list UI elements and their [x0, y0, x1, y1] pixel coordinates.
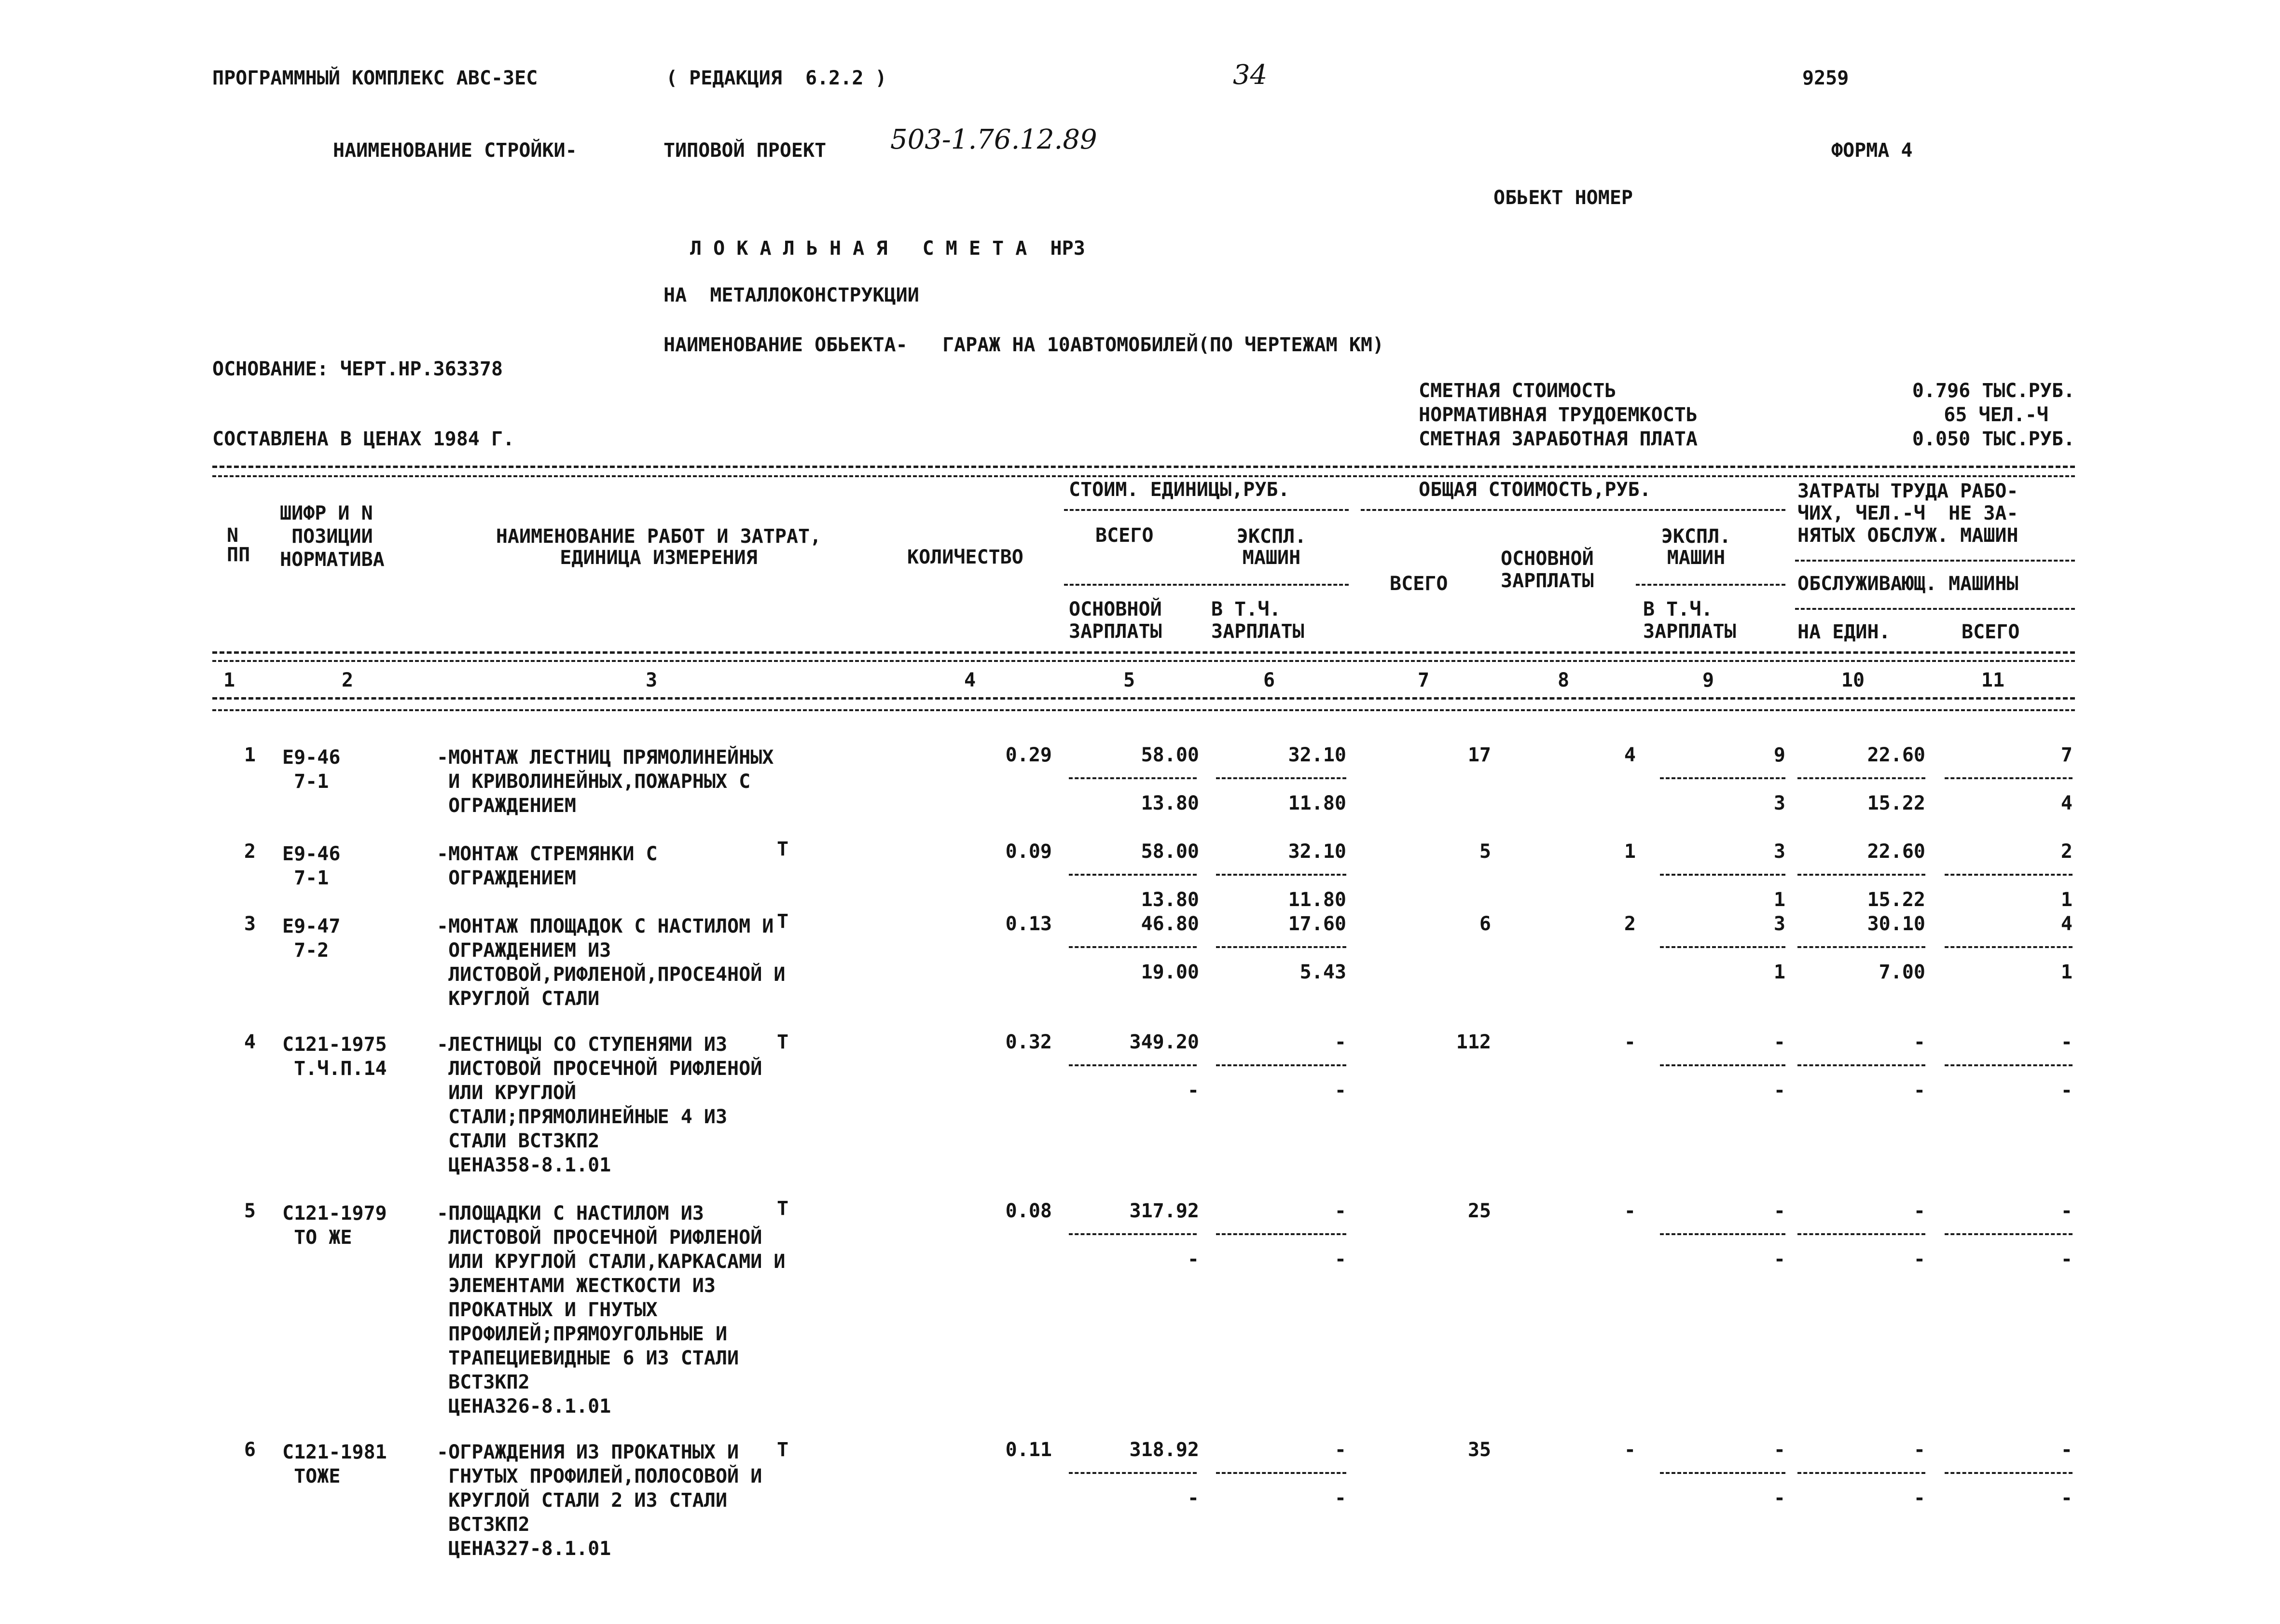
- program-name: ПРОГРАММНЫЙ КОМПЛЕКС АВС-3ЕС: [212, 67, 538, 89]
- machine-labor-per-unit: 15.22: [1867, 889, 1925, 911]
- unit-cost-machines: 32.10: [1288, 744, 1346, 766]
- work-name: -ПЛОЩАДКИ С НАСТИЛОМ ИЗ ЛИСТОВОЙ ПРОСЕЧНОЙ РИФЛЕНОЙ ИЛИ КРУГЛОЙ СТАЛИ,КАРКАСАМИ И ЭЛЕМЕНТАМИ ЖЕСТКОСТИ ИЗ ПРОКАТНЫХ И ГНУТЫХ ПРОФИЛЕЙ;ПРЯМОУГОЛЬНЫЕ И ТРАПЕЦИЕВИДНЫЕ 6 ИЗ СТАЛИ ВСТ3КП2 ЦЕНА326-8.1.01: [437, 1202, 786, 1418]
- column-number: 3: [645, 669, 658, 691]
- column-number-rule: [212, 709, 2075, 711]
- value-separator: [1069, 777, 1197, 779]
- labor-total: -: [2060, 1031, 2073, 1053]
- row-number: 6: [244, 1439, 256, 1461]
- labor-total: -: [2060, 1200, 2073, 1222]
- col-5b-header: ОСНОВНОЙ ЗАРПЛАТЫ: [1069, 598, 1162, 643]
- value-separator: [1797, 1233, 1925, 1235]
- total-wages: 1: [1624, 840, 1636, 863]
- unit-mark: Т: [777, 1439, 789, 1461]
- object-name: НАИМЕНОВАНИЕ ОБЬЕКТА- ГАРАЖ НА 10АВТОМОБИЛЕЙ(ПО ЧЕРТЕЖАМ КМ): [663, 334, 1384, 356]
- total-machine-wages: 3: [1773, 792, 1785, 814]
- col-6a-header: ЭКСПЛ. МАШИН: [1236, 525, 1307, 569]
- total-cost-group-header: ОБЩАЯ СТОИМОСТЬ,РУБ.: [1419, 479, 1651, 501]
- unit-cost-wages: -: [1187, 1248, 1199, 1270]
- value-separator: [1797, 946, 1925, 948]
- col-7-header: ВСЕГО: [1390, 573, 1448, 595]
- value-separator: [1660, 946, 1785, 948]
- header-rule: [1361, 509, 1785, 511]
- value-separator: [1216, 874, 1346, 876]
- value-separator: [1945, 874, 2073, 876]
- norm-code: Е9-46 7-1: [282, 843, 341, 889]
- unit-cost-machine-wages: 5.43: [1299, 961, 1346, 983]
- total-wages: -: [1624, 1439, 1636, 1461]
- price-basis: СОСТАВЛЕНА В ЦЕНАХ 1984 Г.: [212, 428, 515, 450]
- column-number: 11: [1981, 669, 2005, 691]
- norm-code: С121-1975 Т.Ч.П.14: [282, 1033, 387, 1080]
- work-name: -МОНТАЖ СТРЕМЯНКИ С ОГРАЖДЕНИЕМ: [437, 843, 658, 889]
- summary-value: 65 ЧЕЛ.-Ч: [1944, 404, 2048, 426]
- labor-total: 4: [2060, 913, 2073, 935]
- work-name: -МОНТАЖ ПЛОЩАДОК С НАСТИЛОМ И ОГРАЖДЕНИЕМ ИЗ ЛИСТОВОЙ,РИФЛЕНОЙ,ПРОСЕ4НОЙ И КРУГЛОЙ СТАЛИ: [437, 915, 786, 1010]
- col-5a-header: ВСЕГО: [1095, 524, 1154, 547]
- summary-label: НОРМАТИВНАЯ ТРУДОЕМКОСТЬ: [1419, 404, 1698, 426]
- unit-cost-wages: 13.80: [1141, 792, 1199, 814]
- construction-label: НАИМЕНОВАНИЕ СТРОЙКИ-: [333, 139, 577, 162]
- value-separator: [1797, 777, 1925, 779]
- machine-labor-total: -: [2060, 1248, 2073, 1270]
- doc-code: 9259: [1802, 67, 1849, 89]
- page-number: 34: [1233, 59, 1268, 91]
- unit-cost-machines: -: [1334, 1031, 1346, 1053]
- unit-cost-machines: -: [1334, 1439, 1346, 1461]
- unit-cost-machine-wages: 11.80: [1288, 792, 1346, 814]
- work-name: -ЛЕСТНИЦЫ СО СТУПЕНЯМИ ИЗ ЛИСТОВОЙ ПРОСЕЧНОЙ РИФЛЕНОЙ ИЛИ КРУГЛОЙ СТАЛИ;ПРЯМОЛИНЕЙНЫЕ 4 ИЗ СТАЛИ ВСТ3КП2 ЦЕНА358-8.1.01: [437, 1033, 762, 1176]
- total-machine-wages: -: [1773, 1248, 1785, 1270]
- header-bottom-rule: [212, 651, 2075, 654]
- unit-cost-wages: 19.00: [1141, 961, 1199, 983]
- column-number: 5: [1123, 669, 1135, 691]
- unit-mark: Т: [777, 1031, 789, 1053]
- total-machines: 9: [1773, 744, 1785, 766]
- value-separator: [1069, 874, 1197, 876]
- total-machine-wages: 1: [1773, 889, 1785, 911]
- form-number: ФОРМА 4: [1831, 139, 1913, 162]
- machine-labor-total: 1: [2060, 889, 2073, 911]
- machine-labor-per-unit: -: [1913, 1248, 1925, 1270]
- header-rule: [1795, 560, 2075, 562]
- row-number: 3: [244, 913, 256, 935]
- basis: ОСНОВАНИЕ: ЧЕРТ.НР.363378: [212, 358, 503, 380]
- total-wages: -: [1624, 1200, 1636, 1222]
- norm-code: Е9-47 7-2: [282, 915, 341, 962]
- value-separator: [1797, 1064, 1925, 1066]
- value-separator: [1660, 777, 1785, 779]
- unit-cost-total: 349.20: [1129, 1031, 1199, 1053]
- total-cost: 112: [1456, 1031, 1491, 1053]
- unit-cost-wages: -: [1187, 1079, 1199, 1101]
- col-8-header: ОСНОВНОЙ ЗАРПЛАТЫ: [1501, 548, 1594, 592]
- unit-cost-machine-wages: -: [1334, 1248, 1346, 1270]
- column-number-rule: [212, 697, 2075, 700]
- work-name: -МОНТАЖ ЛЕСТНИЦ ПРЯМОЛИНЕЙНЫХ И КРИВОЛИНЕЙНЫХ,ПОЖАРНЫХ С ОГРАЖДЕНИЕМ: [437, 746, 774, 817]
- header-bottom-rule: [212, 660, 2075, 662]
- total-machines: 3: [1773, 913, 1785, 935]
- table-top-rule: [212, 475, 2075, 477]
- row-number: 5: [244, 1200, 256, 1222]
- labor-total: -: [2060, 1439, 2073, 1461]
- machine-labor-total: -: [2060, 1487, 2073, 1509]
- value-separator: [1660, 1064, 1785, 1066]
- col-2-header: ШИФР И N ПОЗИЦИИ НОРМАТИВА: [280, 502, 385, 571]
- unit-cost-total: 318.92: [1129, 1439, 1199, 1461]
- total-cost: 5: [1479, 840, 1491, 863]
- labor-per-unit: 22.60: [1867, 744, 1925, 766]
- unit-mark: Т: [777, 838, 789, 860]
- machine-labor-total: 1: [2060, 961, 2073, 983]
- machine-labor-per-unit: 15.22: [1867, 792, 1925, 814]
- unit-mark: Т: [777, 1197, 789, 1220]
- value-separator: [1945, 946, 2073, 948]
- value-separator: [1797, 1472, 1925, 1474]
- header-rule: [1795, 608, 2075, 610]
- machine-labor-per-unit: -: [1913, 1487, 1925, 1509]
- value-separator: [1069, 1233, 1197, 1235]
- norm-code: Е9-46 7-1: [282, 746, 341, 793]
- labor-per-unit: -: [1913, 1439, 1925, 1461]
- value-separator: [1216, 1233, 1346, 1235]
- machine-labor-per-unit: -: [1913, 1079, 1925, 1101]
- document-subtitle: НА МЕТАЛЛОКОНСТРУКЦИИ: [663, 284, 919, 306]
- document-title: Л О К А Л Ь Н А Я С М Е Т А НР3: [690, 237, 1085, 260]
- col-9a-header: ЭКСПЛ. МАШИН: [1661, 525, 1731, 569]
- summary-value: 0.050 ТЫС.РУБ.: [1912, 428, 2075, 450]
- total-machine-wages: -: [1773, 1079, 1785, 1101]
- total-machine-wages: 1: [1773, 961, 1785, 983]
- table-top-rule: [212, 466, 2075, 468]
- unit-cost-wages: -: [1187, 1487, 1199, 1509]
- header-rule: [1636, 584, 1785, 586]
- labor-total: 2: [2060, 840, 2073, 863]
- value-separator: [1945, 777, 2073, 779]
- col-6b-header: В Т.Ч. ЗАРПЛАТЫ: [1211, 598, 1304, 643]
- object-number: ОБЬЕКТ НОМЕР: [1493, 187, 1633, 209]
- value-separator: [1216, 1064, 1346, 1066]
- column-number: 10: [1841, 669, 1865, 691]
- summary-label: СМЕТНАЯ СТОИМОСТЬ: [1419, 380, 1617, 402]
- construction-value: ТИПОВОЙ ПРОЕКТ: [663, 139, 827, 162]
- value-separator: [1069, 946, 1197, 948]
- machine-labor-total: 4: [2060, 792, 2073, 814]
- header-rule: [1064, 509, 1349, 511]
- value-separator: [1216, 1472, 1346, 1474]
- unit-cost-total: 317.92: [1129, 1200, 1199, 1222]
- col-3-header: НАИМЕНОВАНИЕ РАБОТ И ЗАТРАТ, ЕДИНИЦА ИЗМЕРЕНИЯ: [496, 525, 822, 569]
- value-separator: [1797, 874, 1925, 876]
- total-machines: -: [1773, 1031, 1785, 1053]
- summary-value: 0.796 ТЫС.РУБ.: [1912, 380, 2075, 402]
- labor-per-unit: -: [1913, 1200, 1925, 1222]
- unit-cost-total: 58.00: [1141, 840, 1199, 863]
- total-wages: 4: [1624, 744, 1636, 766]
- norm-code: С121-1981 ТОЖЕ: [282, 1441, 387, 1487]
- total-cost: 6: [1479, 913, 1491, 935]
- labor-per-unit: 22.60: [1867, 840, 1925, 863]
- value-separator: [1216, 946, 1346, 948]
- unit-cost-total: 58.00: [1141, 744, 1199, 766]
- col-1-header: N ПП: [227, 524, 250, 566]
- column-number: 4: [964, 669, 976, 691]
- row-number: 1: [244, 744, 256, 766]
- row-number: 2: [244, 840, 256, 863]
- quantity: 0.29: [1005, 744, 1052, 766]
- column-number: 7: [1417, 669, 1430, 691]
- value-separator: [1945, 1472, 2073, 1474]
- quantity: 0.11: [1005, 1439, 1052, 1461]
- total-machines: 3: [1773, 840, 1785, 863]
- norm-code: С121-1979 ТО ЖЕ: [282, 1202, 387, 1249]
- work-name: -ОГРАЖДЕНИЯ ИЗ ПРОКАТНЫХ И ГНУТЫХ ПРОФИЛЕЙ,ПОЛОСОВОЙ И КРУГЛОЙ СТАЛИ 2 ИЗ СТАЛИ ВСТ3КП2 ЦЕНА327-8.1.01: [437, 1441, 762, 1560]
- column-number: 9: [1702, 669, 1714, 691]
- edition: ( РЕДАКЦИЯ 6.2.2 ): [666, 67, 887, 89]
- labor-per-unit: 30.10: [1867, 913, 1925, 935]
- column-number: 2: [341, 669, 354, 691]
- labor-group-header: ЗАТРАТЫ ТРУДА РАБО- ЧИХ, ЧЕЛ.-Ч НЕ ЗА- НЯТЫХ ОБСЛУЖ. МАШИН: [1797, 480, 2018, 547]
- labor-total: 7: [2060, 744, 2073, 766]
- header-rule: [1064, 584, 1349, 586]
- quantity: 0.32: [1005, 1031, 1052, 1053]
- col-10-header: НА ЕДИН.: [1797, 621, 1891, 643]
- total-machines: -: [1773, 1200, 1785, 1222]
- col-9b-header: В Т.Ч. ЗАРПЛАТЫ: [1643, 598, 1736, 643]
- quantity: 0.13: [1005, 913, 1052, 935]
- row-number: 4: [244, 1031, 256, 1053]
- total-cost: 35: [1467, 1439, 1491, 1461]
- unit-cost-machine-wages: -: [1334, 1487, 1346, 1509]
- total-cost: 25: [1467, 1200, 1491, 1222]
- total-machines: -: [1773, 1439, 1785, 1461]
- unit-cost-total: 46.80: [1141, 913, 1199, 935]
- unit-cost-machines: 17.60: [1288, 913, 1346, 935]
- column-number: 8: [1557, 669, 1570, 691]
- column-number: 1: [223, 669, 235, 691]
- quantity: 0.08: [1005, 1200, 1052, 1222]
- column-number: 6: [1263, 669, 1275, 691]
- unit-cost-machine-wages: -: [1334, 1079, 1346, 1101]
- value-separator: [1945, 1233, 2073, 1235]
- value-separator: [1216, 777, 1346, 779]
- quantity: 0.09: [1005, 840, 1052, 863]
- unit-cost-machines: 32.10: [1288, 840, 1346, 863]
- unit-cost-group-header: СТОИМ. ЕДИНИЦЫ,РУБ.: [1069, 479, 1290, 501]
- labor-subheader: ОБСЛУЖИВАЮЩ. МАШИНЫ: [1797, 573, 2018, 595]
- unit-cost-wages: 13.80: [1141, 889, 1199, 911]
- col-4-header: КОЛИЧЕСТВО: [907, 546, 1023, 568]
- total-cost: 17: [1467, 744, 1491, 766]
- total-wages: 2: [1624, 913, 1636, 935]
- machine-labor-per-unit: 7.00: [1879, 961, 1925, 983]
- value-separator: [1945, 1064, 2073, 1066]
- total-wages: -: [1624, 1031, 1636, 1053]
- value-separator: [1069, 1064, 1197, 1066]
- value-separator: [1660, 1472, 1785, 1474]
- unit-cost-machine-wages: 11.80: [1288, 889, 1346, 911]
- value-separator: [1660, 874, 1785, 876]
- value-separator: [1660, 1233, 1785, 1235]
- labor-per-unit: -: [1913, 1031, 1925, 1053]
- summary-label: СМЕТНАЯ ЗАРАБОТНАЯ ПЛАТА: [1419, 428, 1698, 450]
- total-machine-wages: -: [1773, 1487, 1785, 1509]
- unit-mark: Т: [777, 910, 789, 933]
- col-11-header: ВСЕГО: [1962, 621, 2020, 643]
- project-code: 503-1.76.12.89: [890, 124, 1097, 155]
- machine-labor-total: -: [2060, 1079, 2073, 1101]
- unit-cost-machines: -: [1334, 1200, 1346, 1222]
- value-separator: [1069, 1472, 1197, 1474]
